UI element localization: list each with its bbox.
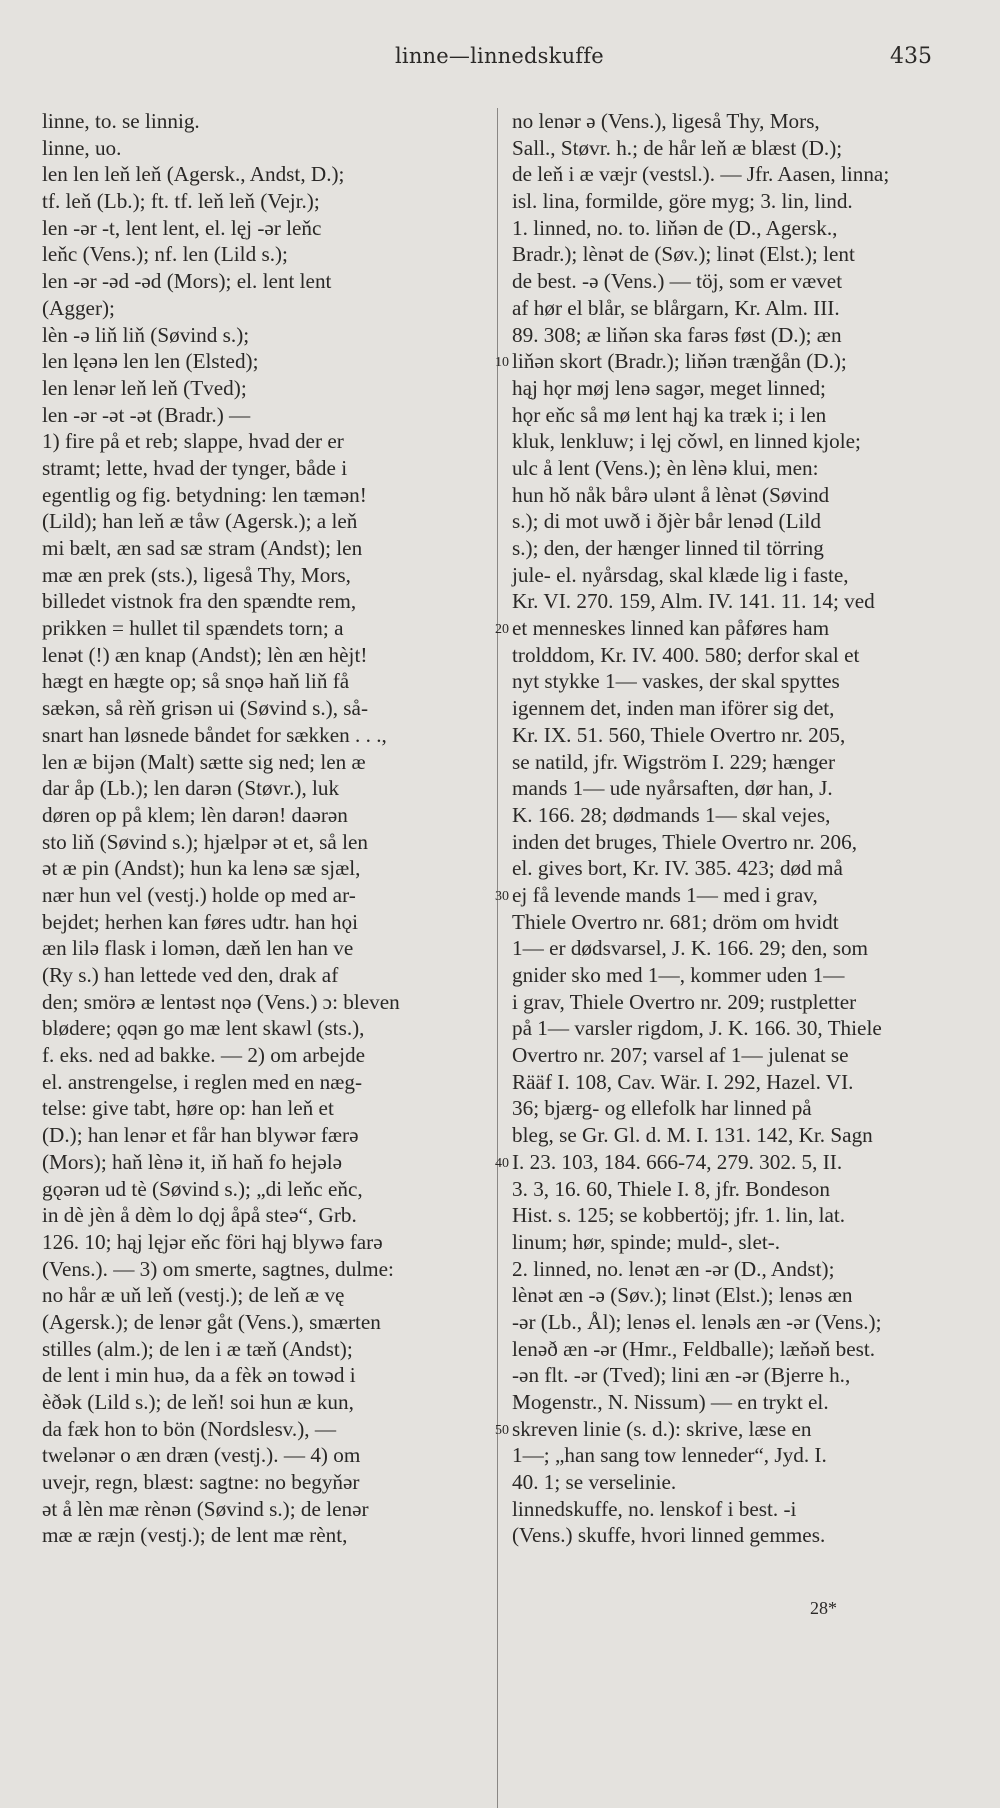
text-line: no hår æ uň leň (vestj.); de leň æ vę — [42, 1283, 345, 1308]
text-line: len len leň leň (Agersk., Andst, D.); — [42, 162, 345, 187]
text-line: f. eks. ned ad bakke. — 2) om arbejde — [42, 1043, 365, 1068]
text-line: Sall., Støvr. h.; de hår leň æ blæst (D.); — [512, 135, 843, 160]
text-line: ət å lèn mæ rènən (Søvind s.); de lenər — [42, 1496, 369, 1521]
line-number: 30 — [495, 889, 509, 905]
running-title: linne—linnedskuffe — [395, 44, 604, 68]
text-line: mæ æ ræjn (vestj.); de lent mæ rènt, — [42, 1523, 348, 1548]
text-line: K. 166. 28; dødmands 1— skal vejes, — [512, 802, 831, 827]
text-line: (Agger); — [42, 295, 115, 320]
text-line: tf. leň (Lb.); ft. tf. leň leň (Vejr.); — [42, 189, 320, 214]
text-line: nyt stykke 1— vaskes, der skal spyttes — [512, 669, 840, 694]
text-line: (Lild); han leň æ tåw (Agersk.); a leň — [42, 509, 358, 534]
text-line: gnider sko med 1—, kommer uden 1— — [512, 963, 845, 987]
text-line: Mogenstr., N. Nissum) — en trykt el. — [512, 1390, 829, 1414]
text-line: (Mors); haň lènə it, iň haň fo hejələ — [42, 1149, 343, 1174]
text-line: Kr. IX. 51. 560, Thiele Overtro nr. 205, — [512, 722, 846, 747]
text-line: nær hun vel (vestj.) holde op med ar- — [42, 882, 356, 907]
text-line: el. anstrengelse, i reglen med en næg- — [42, 1069, 363, 1094]
text-line: Hist. s. 125; se kobbertöj; jfr. 1. lin, lat. — [512, 1203, 846, 1228]
text-line: da fæk hon to bön (Nordslesv.), — — [42, 1416, 337, 1441]
text-line: ulc å lent (Vens.); èn lènə klui, men: — [512, 455, 819, 480]
text-line: Thiele Overtro nr. 681; dröm om hvidt — [512, 909, 839, 934]
text-line: twelənər o æn dræn (vestj.). — 4) om — [42, 1443, 361, 1468]
text-line: skreven linie (s. d.): skrive, læse en — [512, 1416, 812, 1441]
text-line: isl. lina, formilde, göre myg; 3. lin, lind. — [512, 189, 853, 214]
text-line: leňc (Vens.); nf. len (Lild s.); — [42, 242, 288, 267]
text-line: (Ry s.) han lettede ved den, drak af — [42, 963, 339, 987]
text-line: mi bælt, æn sad sæ stram (Andst); len — [42, 536, 363, 560]
text-line: (Vens.). — 3) om smerte, sagtnes, dulme: — [42, 1256, 394, 1281]
text-line: af hør el blår, se blårgarn, Kr. Alm. III. — [512, 295, 840, 320]
text-line: no lenər ə (Vens.), ligeså Thy, Mors, — [512, 109, 820, 133]
text-line: len lenər leň leň (Tved); — [42, 375, 247, 400]
text-line: på 1— varsler rigdom, J. K. 166. 30, Thiele — [512, 1016, 882, 1041]
page-number: 435 — [890, 44, 932, 69]
text-line: de leň i æ væjr (vestsl.). — Jfr. Aasen, linna; — [512, 162, 890, 187]
text-line: 89. 308; æ liňən ska farəs føst (D.); æn — [512, 322, 842, 347]
text-line: 1—; „han sang tow lenneder“, Jyd. I. — [512, 1443, 827, 1468]
text-line: telse: give tabt, høre op: han leň et — [42, 1096, 334, 1121]
text-line: snart han løsnede båndet for sækken . . ., — [42, 722, 387, 747]
text-line: hun hǒ nåk bårə ulənt å lènət (Søvind — [512, 482, 830, 507]
text-line: Bradr.); lènət de (Søv.); linət (Elst.); lent — [512, 242, 855, 267]
text-line: linum; hør, spinde; muld-, slet-. — [512, 1229, 781, 1254]
text-line: 1) fire på et reb; slappe, hvad der er — [42, 429, 344, 454]
line-number: 50 — [495, 1423, 509, 1439]
text-line: Rääf I. 108, Cav. Wär. I. 292, Hazel. VI. — [512, 1069, 854, 1094]
text-line: igennem det, inden man iförer sig det, — [512, 696, 835, 721]
text-line: de lent i min huə, da a fèk ən towəd i — [42, 1363, 356, 1388]
text-line: sækən, så rèň grisən ui (Søvind s.), så- — [42, 696, 369, 721]
text-line: len -ər -t, lent lent, el. lęj -ər leňc — [42, 215, 322, 240]
text-line: sto liň (Søvind s.); hjælpər ət et, så len — [42, 829, 369, 854]
text-line: len -ər -ət -ət (Bradr.) — — [42, 402, 251, 427]
text-line: døren op på klem; lèn darən! daərən — [42, 802, 348, 827]
text-line: 36; bjærg- og ellefolk har linned på — [512, 1096, 812, 1121]
text-line: se natild, jfr. Wigström I. 229; hænger — [512, 749, 836, 774]
text-line: kluk, lenkluw; i lęj cǒwl, en linned kjole; — [512, 429, 861, 454]
signature-mark: 28* — [810, 1598, 837, 1618]
text-line: liňən skort (Bradr.); liňən trænǧån (D.); — [512, 349, 847, 374]
page-header — [0, 44, 1000, 80]
text-line: egentlig og fig. betydning: len tæmən! — [42, 482, 367, 507]
text-line: den; smörə æ lentəst nǫə (Vens.) ɔ: bleven — [42, 989, 400, 1014]
text-line: prikken = hullet til spændets torn; a — [42, 616, 344, 641]
text-line: I. 23. 103, 184. 666-74, 279. 302. 5, II. — [512, 1149, 843, 1174]
text-line: èðək (Lild s.); de leň! soi hun æ kun, — [42, 1390, 354, 1414]
text-line: 1— er dødsvarsel, J. K. 166. 29; den, som — [512, 936, 869, 961]
text-line: lenəð æn -ər (Hmr., Feldballe); læňəň best. — [512, 1336, 876, 1361]
text-line: 126. 10; hąj lęjər eňc föri hąj blywə farə — [42, 1229, 383, 1254]
text-line: blødere; ǫqən go mæ lent skawl (sts.), — [42, 1016, 365, 1041]
text-line: el. gives bort, Kr. IV. 385. 423; død må — [512, 856, 843, 881]
text-line: inden det bruges, Thiele Overtro nr. 206, — [512, 829, 857, 854]
text-line: billedet vistnok fra den spændte rem, — [42, 589, 357, 614]
text-line: lèn -ə liň liň (Søvind s.); — [42, 322, 250, 347]
right-column — [512, 108, 942, 1549]
text-line: hǫr eňc så mø lent hąj ka træk i; i len — [512, 402, 827, 427]
line-number: 40 — [495, 1156, 509, 1172]
text-line: dar åp (Lb.); len darən (Støvr.), luk — [42, 776, 340, 801]
text-line: -ər (Lb., Ål); lenəs el. lenəls æn -ər (Vens.); — [512, 1309, 882, 1334]
text-line: s.); di mot uwð i ðjèr bår lenəd (Lild — [512, 509, 821, 534]
text-line: in dè jèn å dèm lo dǫj åpå steə“, Grb. — [42, 1203, 357, 1228]
text-line: stramt; lette, hvad der tynger, både i — [42, 455, 348, 480]
text-line: bleg, se Gr. Gl. d. M. I. 131. 142, Kr. Sagn — [512, 1123, 873, 1148]
text-line: bejdet; herhen kan føres udtr. han hǫi — [42, 909, 358, 934]
text-line: (Agersk.); de lenər gåt (Vens.), smærten — [42, 1309, 381, 1334]
text-line: jule- el. nyårsdag, skal klæde lig i faste, — [512, 562, 849, 587]
left-column — [42, 108, 486, 1549]
text-line: 2. linned, no. lenət æn -ər (D., Andst); — [512, 1256, 835, 1281]
text-line: ej få levende mands 1— med i grav, — [512, 882, 818, 907]
line-number: 10 — [495, 355, 509, 371]
text-line: len lęənə len len (Elsted); — [42, 349, 259, 374]
text-line: len -ər -əd -əd (Mors); el. lent lent — [42, 269, 332, 294]
text-line: mæ æn prek (sts.), ligeså Thy, Mors, — [42, 562, 351, 587]
text-line: et menneskes linned kan påføres ham — [512, 616, 830, 641]
text-line: (D.); han lenər et får han blywər færə — [42, 1123, 359, 1148]
text-line: Overtro nr. 207; varsel af 1— julenat se — [512, 1043, 849, 1068]
text-line: linnedskuffe, no. lenskof i best. -i — [512, 1496, 797, 1521]
text-line: lenət (!) æn knap (Andst); lèn æn hèjt! — [42, 642, 368, 667]
text-line: trolddom, Kr. IV. 400. 580; derfor skal et — [512, 642, 860, 667]
text-line: linne, to. se linnig. — [42, 109, 200, 133]
text-line: hægt en hægte op; så snǫə haň liň få — [42, 669, 350, 694]
text-line: de best. -ə (Vens.) — töj, som er vævet — [512, 269, 843, 294]
text-line: æn lilə flask i lomən, dæň len han ve — [42, 936, 354, 961]
text-line: 40. 1; se verselinie. — [512, 1470, 677, 1495]
text-line: Kr. VI. 270. 159, Alm. IV. 141. 11. 14; ved — [512, 589, 875, 614]
text-line: -ən flt. -ər (Tved); lini æn -ər (Bjerre h., — [512, 1363, 851, 1388]
text-line: s.); den, der hænger linned til törring — [512, 536, 824, 560]
text-line: uvejr, regn, blæst: sagtne: no begyňər — [42, 1470, 360, 1495]
text-line: (Vens.) skuffe, hvori linned gemmes. — [512, 1523, 826, 1548]
text-line: gǫərən ud tè (Søvind s.); „di leňc eňc, — [42, 1176, 363, 1201]
line-number: 20 — [495, 622, 509, 638]
text-line: linne, uo. — [42, 135, 122, 160]
text-line: 1. linned, no. to. liňən de (D., Agersk., — [512, 215, 838, 240]
text-line: len æ bijən (Malt) sætte sig ned; len æ — [42, 749, 366, 774]
text-line: i grav, Thiele Overtro nr. 209; rustpletter — [512, 989, 857, 1014]
text-line: mands 1— ude nyårsaften, dør han, J. — [512, 776, 833, 801]
text-line: hąj hǫr møj lenə sagər, meget linned; — [512, 375, 826, 400]
text-line: ət æ pin (Andst); hun ka lenə sæ sjæl, — [42, 856, 361, 881]
text-line: stilles (alm.); de len i æ tæň (Andst); — [42, 1336, 353, 1361]
text-line: 3. 3, 16. 60, Thiele I. 8, jfr. Bondeson — [512, 1176, 830, 1201]
text-line: lènət æn -ə (Søv.); linət (Elst.); lenəs æn — [512, 1283, 853, 1308]
